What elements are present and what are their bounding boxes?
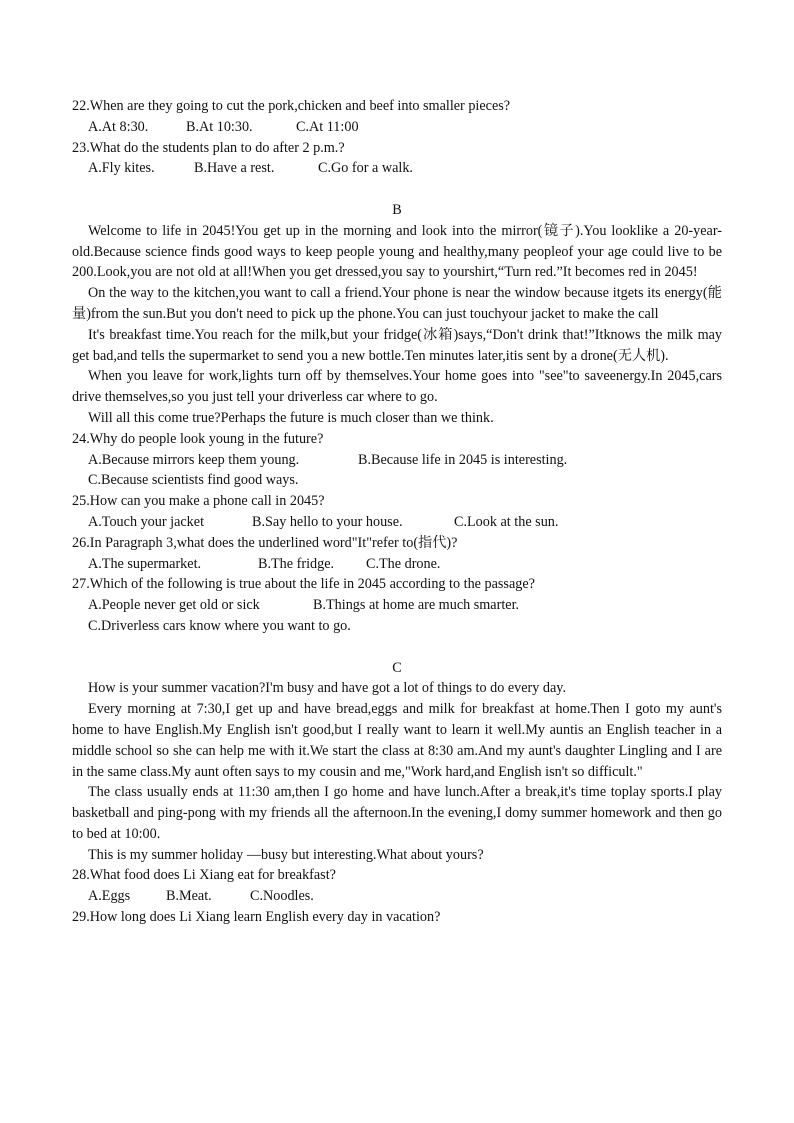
question-28: 28.What food does Li Xiang eat for breakfast? <box>72 867 336 884</box>
option-b: B.Have a rest. <box>194 160 275 177</box>
question-22-options <box>72 117 722 138</box>
section-c-paragraph-4: This is my summer holiday —busy but interesting.What about yours? <box>88 846 484 863</box>
option-b: B.Things at home are much smarter. <box>313 597 520 614</box>
question-25-options <box>72 512 722 533</box>
section-b-paragraph-2: On the way to the kitchen,you want to call a friend.Your phone is near the window because itgets its energy(能量)from the sun.But you don't need to pick up the phone.You can just touchyour jacket to make the call <box>72 285 722 322</box>
question-24-option-c: C.Because scientists find good ways. <box>88 472 299 489</box>
question-24-options <box>72 450 722 471</box>
section-c-paragraph-2: Every morning at 7:30,I get up and have bread,eggs and milk for breakfast at home.Then I goto my aunt's home to have English.My English isn't good,but I really want to learn it well.My auntis an English teacher in a middle school so she can help me with it.We start the class at 8:30 am.And my aunt's daughter Lingling and I are in the same class.My aunt often says to my cousin and me,"Work hard,and English isn't so difficult." <box>72 701 722 780</box>
option-a: A.People never get old or sick <box>88 597 260 614</box>
question-27-option-c: C.Driverless cars know where you want to go. <box>88 617 351 634</box>
document-page <box>72 96 722 928</box>
question-24: 24.Why do people look young in the future? <box>72 430 324 447</box>
section-b-paragraph-4: When you leave for work,lights turn off by themselves.Your home goes into "see"to saveenergy.In 2045,cars drive themselves,so you just tell your driverless car where to go. <box>72 368 722 406</box>
option-a: A.The supermarket. <box>88 555 202 572</box>
section-b-paragraph-3: It's breakfast time.You reach for the milk,but your fridge(冰箱)says,“Don't drink that!”Itknows the milk may get bad,and tells the supermarket to send you a new bottle.Ten minutes later,itis sent by a drone(无人机). <box>72 326 722 364</box>
section-c-paragraph-3: The class usually ends at 11:30 am,then I go home and have lunch.After a break,it's time toplay sports.I play basketball and ping-pong with my friends all the afternoon.In the evening,I domy summer homework and then go to bed at 10:00. <box>72 784 722 842</box>
option-a: A.Fly kites. <box>88 160 155 177</box>
question-26-options <box>72 554 722 575</box>
section-b-paragraph-1: Welcome to life in 2045!You get up in the morning and look into the mirror(镜子).You looklike a 20-year-old.Because science finds good ways to keep people young and healthy,many peopleof your age could live to be 200.Look,you are not old at all!When you get dressed,you say to yourshirt,“Turn red.”It becomes red in 2045! <box>72 222 722 281</box>
section-b-paragraph-5: Will all this come true?Perhaps the future is much closer than we think. <box>88 409 494 426</box>
question-28-options <box>72 886 722 907</box>
option-a: A.Touch your jacket <box>88 513 205 530</box>
option-c: C.The drone. <box>366 555 441 572</box>
option-c: C.Noodles. <box>250 888 314 905</box>
option-b: B.Because life in 2045 is interesting. <box>358 451 568 468</box>
option-c: C.Look at the sun. <box>454 513 559 530</box>
option-b: B.Say hello to your house. <box>252 513 403 530</box>
question-27: 27.Which of the following is true about the life in 2045 according to the passage? <box>72 576 535 593</box>
option-c: C.At 11:00 <box>296 118 359 135</box>
question-23-options <box>72 158 722 179</box>
option-a: A.At 8:30. <box>88 118 149 135</box>
option-c: C.Go for a walk. <box>318 160 413 177</box>
question-22: 22.When are they going to cut the pork,chicken and beef into smaller pieces? <box>72 98 511 114</box>
question-23: 23.What do the students plan to do after 2 p.m.? <box>72 139 345 156</box>
option-b: B.The fridge. <box>258 555 335 572</box>
question-27-options <box>72 595 722 616</box>
section-c-title: C <box>392 659 402 676</box>
question-29: 29.How long does Li Xiang learn English every day in vacation? <box>72 909 441 926</box>
option-a: A.Because mirrors keep them young. <box>88 451 300 468</box>
option-b: B.Meat. <box>166 888 212 905</box>
option-a: A.Eggs <box>88 888 131 905</box>
question-25: 25.How can you make a phone call in 2045? <box>72 493 325 510</box>
section-c-paragraph-1: How is your summer vacation?I'm busy and have got a lot of things to do every day. <box>88 680 566 697</box>
section-b-title: B <box>392 201 402 218</box>
question-26: 26.In Paragraph 3,what does the underlined word"It"refer to(指代)? <box>72 534 458 551</box>
option-b: B.At 10:30. <box>186 118 253 135</box>
